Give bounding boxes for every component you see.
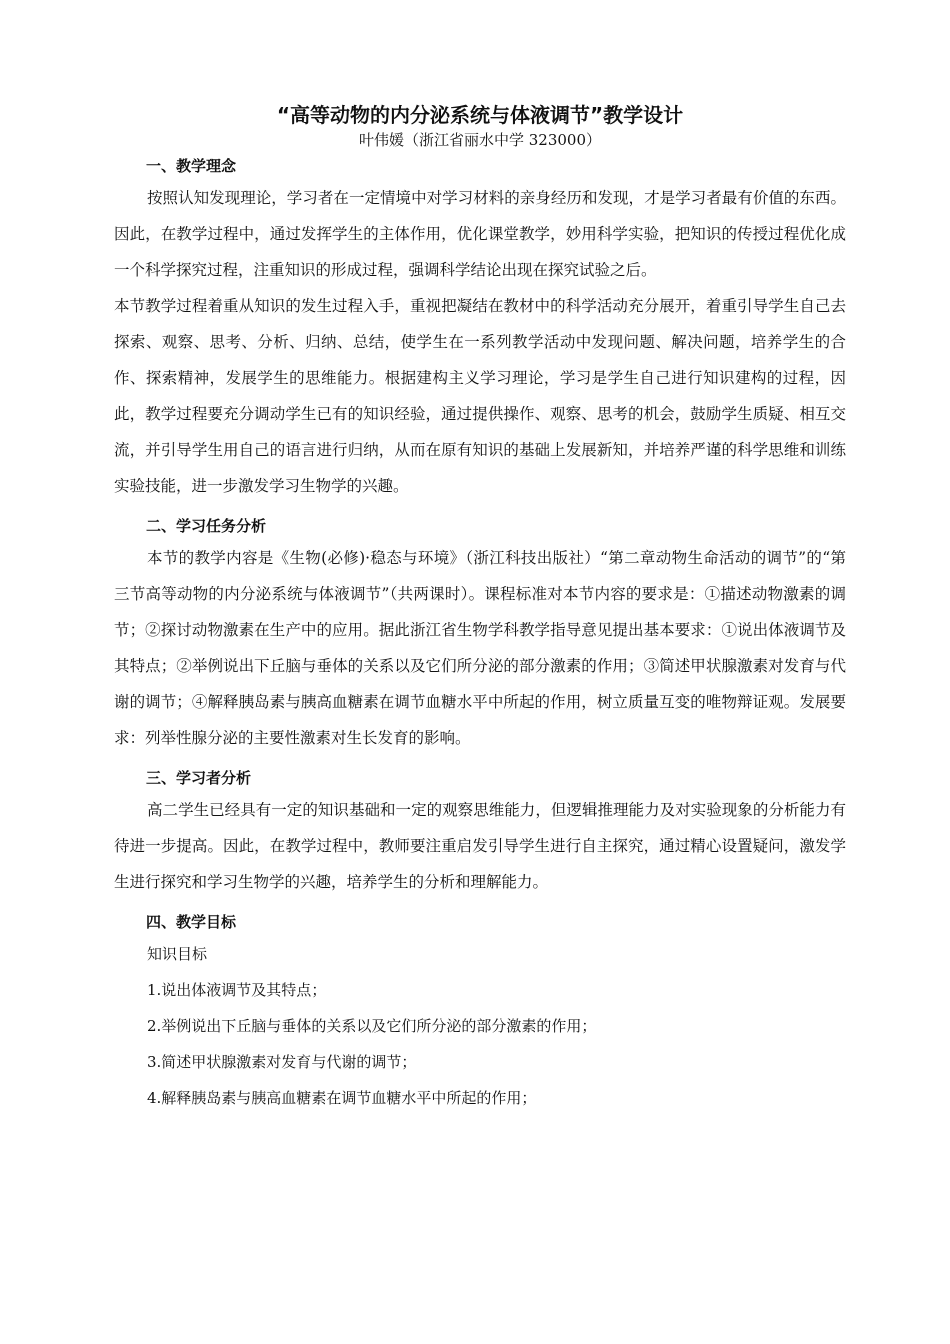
- section-heading: 二、学习任务分析: [146, 517, 267, 535]
- section-teaching-goals: [114, 912, 846, 1116]
- section-learner-analysis: [114, 768, 846, 900]
- paragraph: 本节教学过程着重从知识的发生过程入手，重视把凝结在教材中的科学活动充分展开，着重引导学生自己去探索、观察、思考、分析、归纳、总结，使学生在一系列教学活动中发现问题、解决问题，培养学生的合作、探索精神，发展学生的思维能力。根据建构主义学习理论，学习是学生自己进行知识建构的过程，因此，教学过程要充分调动学生已有的知识经验，通过提供操作、观察、思考的机会，鼓励学生质疑、相互交流，并引导学生用自己的语言进行归纳，从而在原有知识的基础上发展新知，并培养严谨的科学思维和训练实验技能，进一步激发学习生物学的兴趣。: [114, 297, 846, 495]
- list-item: 3.简述甲状腺激素对发育与代谢的调节；: [147, 1053, 417, 1071]
- list-item: 2.举例说出下丘脑与垂体的关系以及它们所分泌的部分激素的作用；: [147, 1017, 597, 1035]
- section-task-analysis: [114, 516, 846, 756]
- list-item: 1.说出体液调节及其特点；: [147, 981, 327, 999]
- section-teaching-philosophy: [114, 156, 846, 504]
- document-title: “高等动物的内分泌系统与体液调节”教学设计: [276, 103, 684, 127]
- subheading-knowledge-goals: 知识目标: [147, 945, 208, 963]
- section-heading: 三、学习者分析: [146, 769, 252, 787]
- section-heading: 四、教学目标: [146, 913, 237, 931]
- paragraph: 按照认知发现理论，学习者在一定情境中对学习材料的亲身经历和发现，才是学习者最有价值的东西。因此，在教学过程中，通过发挥学生的主体作用，优化课堂教学，妙用科学实验，把知识的传授过程优化成一个科学探究过程，注重知识的形成过程，强调科学结论出现在探究试验之后。: [114, 189, 846, 279]
- section-heading: 一、教学理念: [146, 157, 237, 175]
- paragraph: 高二学生已经具有一定的知识基础和一定的观察思维能力，但逻辑推理能力及对实验现象的分析能力有待进一步提高。因此，在教学过程中，教师要注重启发引导学生进行自主探究，通过精心设置疑问，激发学生进行探究和学习生物学的兴趣，培养学生的分析和理解能力。: [114, 801, 846, 891]
- list-item: 4.解释胰岛素与胰高血糖素在调节血糖水平中所起的作用；: [147, 1089, 537, 1107]
- author-line: 叶伟媛（浙江省丽水中学 323000）: [358, 131, 602, 149]
- paragraph: 本节的教学内容是《生物(必修)·稳态与环境》（浙江科技出版社）“第二章动物生命活动的调节”的“第三节高等动物的内分泌系统与体液调节”（共两课时）。课程标准对本节内容的要求是：①描述动物激素的调节；②探讨动物激素在生产中的应用。据此浙江省生物学科教学指导意见提出基本要求：①说出体液调节及其特点；②举例说出下丘脑与垂体的关系以及它们所分泌的部分激素的作用；③简述甲状腺激素对发育与代谢的调节；④解释胰岛素与胰高血糖素在调节血糖水平中所起的作用，树立质量互变的唯物辩证观。发展要求：列举性腺分泌的主要性激素对生长发育的影响。: [114, 549, 846, 747]
